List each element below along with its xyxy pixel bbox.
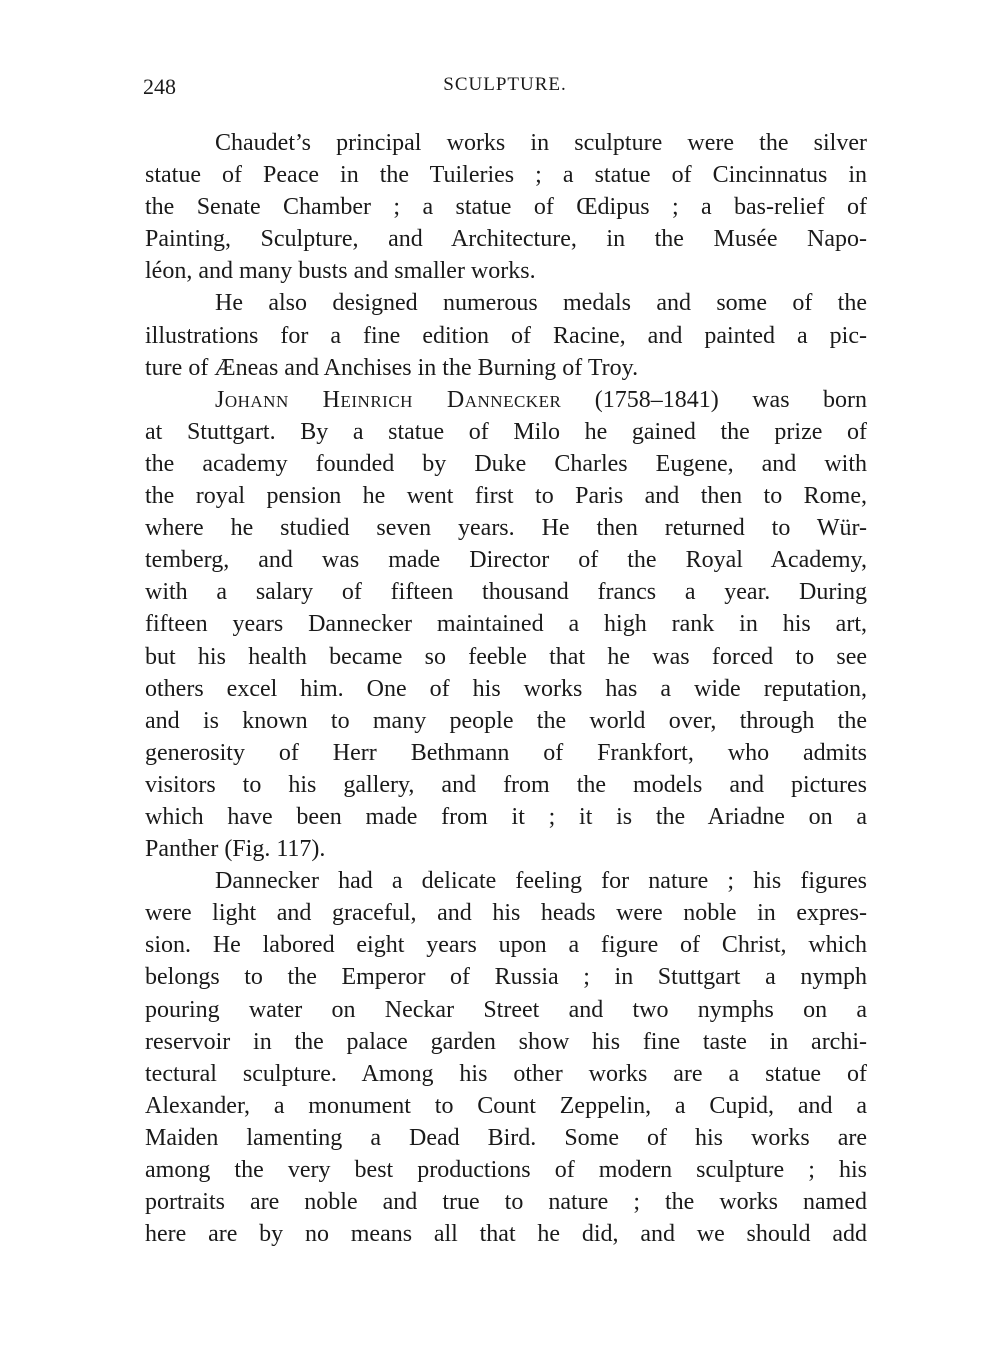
text-line: which have been made from it ; it is the Ariadne on a bbox=[145, 803, 867, 830]
text-line: and is known to many people the world over, through the bbox=[145, 707, 867, 734]
running-title: SCULPTURE. bbox=[443, 74, 567, 95]
text-line: the academy founded by Duke Charles Eugene, and with bbox=[145, 450, 867, 477]
text-line: temberg, and was made Director of the Royal Academy, bbox=[145, 547, 867, 574]
text-line: at Stuttgart. By a statue of Milo he gained the prize of bbox=[145, 418, 867, 445]
text-line: were light and graceful, and his heads were noble in expres- bbox=[145, 900, 867, 927]
text-line: Chaudet’s principal works in sculpture were the silver bbox=[215, 130, 867, 156]
body-text bbox=[145, 127, 867, 1250]
text-line: léon, and many busts and smaller works. bbox=[145, 258, 536, 285]
text-line: with a salary of fifteen thousand francs a year. During bbox=[145, 579, 867, 606]
text-line: tectural sculpture. Among his other works are a statue of bbox=[145, 1060, 867, 1087]
text-line: others excel him. One of his works has a wide reputation, bbox=[145, 675, 867, 702]
text-line: Panther (Fig. 117). bbox=[145, 836, 326, 863]
text-line: Painting, Sculpture, and Architecture, in the Musée Napo- bbox=[145, 226, 867, 253]
text-line: illustrations for a fine edition of Racine, and painted a pic- bbox=[145, 322, 867, 349]
text-line: Dannecker had a delicate feeling for nature ; his figures bbox=[215, 868, 867, 895]
text-line: pouring water on Neckar Street and two nymphs on a bbox=[145, 996, 867, 1023]
text-line: the royal pension he went first to Paris and then to Rome, bbox=[145, 483, 867, 510]
text-line: but his health became so feeble that he was forced to see bbox=[145, 643, 867, 670]
text-line: ture of Æneas and Anchises in the Burning of Troy. bbox=[145, 354, 639, 381]
text-line: He also designed numerous medals and some of the bbox=[215, 290, 867, 317]
text-span: (1758–1841) was born bbox=[561, 386, 867, 413]
text-line bbox=[145, 384, 867, 416]
text-line: among the very best productions of modern sculpture ; his bbox=[145, 1157, 867, 1183]
person-name: Johann Heinrich Dannecker bbox=[215, 386, 562, 413]
page-number: 248 bbox=[143, 74, 176, 99]
text-line: here are by no means all that he did, and we should add bbox=[145, 1221, 867, 1248]
text-line: Alexander, a monument to Count Zeppelin, a Cupid, and a bbox=[145, 1092, 867, 1119]
page-header bbox=[143, 74, 867, 104]
text-line: where he studied seven years. He then returned to Wür- bbox=[145, 515, 867, 542]
text-line: sion. He labored eight years upon a figure of Christ, which bbox=[145, 932, 867, 959]
text-line: Maiden lamenting a Dead Bird. Some of his works are bbox=[145, 1124, 867, 1151]
text-line: the Senate Chamber ; a statue of Œdipus ; a bas-relief of bbox=[145, 194, 867, 221]
text-line: visitors to his gallery, and from the models and pictures bbox=[145, 771, 867, 798]
text-line: statue of Peace in the Tuileries ; a statue of Cincinnatus in bbox=[145, 162, 867, 189]
text-line: portraits are noble and true to nature ; the works named bbox=[145, 1189, 867, 1216]
text-line: reservoir in the palace garden show his fine taste in archi- bbox=[145, 1028, 867, 1055]
text-line: belongs to the Emperor of Russia ; in Stuttgart a nymph bbox=[145, 964, 867, 991]
text-line: generosity of Herr Bethmann of Frankfort, who admits bbox=[145, 739, 867, 766]
text-line: fifteen years Dannecker maintained a high rank in his art, bbox=[145, 611, 867, 638]
